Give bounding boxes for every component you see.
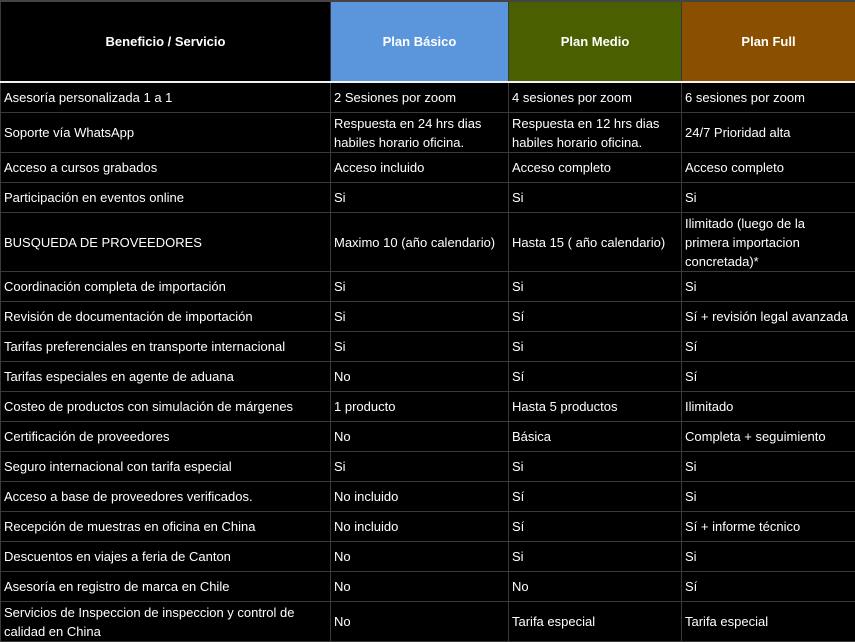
table-row bbox=[1, 482, 855, 512]
cell-full[interactable]: 24/7 Prioridad alta bbox=[682, 113, 855, 153]
cell-beneficio[interactable]: Acceso a base de proveedores verificados. bbox=[1, 482, 331, 512]
cell-full[interactable]: Si bbox=[682, 542, 855, 572]
table-row bbox=[1, 272, 855, 302]
cell-beneficio[interactable]: Tarifas especiales en agente de aduana bbox=[1, 362, 331, 392]
cell-full[interactable]: Tarifa especial bbox=[682, 602, 855, 642]
cell-full[interactable]: Si bbox=[682, 482, 855, 512]
cell-medio[interactable]: Si bbox=[509, 332, 682, 362]
cell-beneficio[interactable]: Revisión de documentación de importación bbox=[1, 302, 331, 332]
cell-beneficio[interactable]: Coordinación completa de importación bbox=[1, 272, 331, 302]
table-row bbox=[1, 542, 855, 572]
cell-beneficio[interactable]: Participación en eventos online bbox=[1, 183, 331, 213]
cell-basico[interactable]: Si bbox=[331, 272, 509, 302]
table-row bbox=[1, 572, 855, 602]
table-row bbox=[1, 332, 855, 362]
cell-medio[interactable]: Básica bbox=[509, 422, 682, 452]
cell-beneficio[interactable]: Recepción de muestras en oficina en China bbox=[1, 512, 331, 542]
table-row bbox=[1, 392, 855, 422]
cell-full[interactable]: Si bbox=[682, 183, 855, 213]
cell-basico[interactable]: No incluido bbox=[331, 512, 509, 542]
cell-full[interactable]: Sí + revisión legal avanzada bbox=[682, 302, 855, 332]
cell-basico[interactable]: No bbox=[331, 422, 509, 452]
cell-medio[interactable]: Si bbox=[509, 542, 682, 572]
cell-full[interactable]: 6 sesiones por zoom bbox=[682, 82, 855, 113]
cell-beneficio[interactable]: Asesoría en registro de marca en Chile bbox=[1, 572, 331, 602]
cell-medio[interactable]: Si bbox=[509, 183, 682, 213]
header-plan-medio[interactable]: Plan Medio bbox=[509, 1, 682, 82]
cell-beneficio[interactable]: Costeo de productos con simulación de márgenes bbox=[1, 392, 331, 422]
cell-beneficio[interactable]: Descuentos en viajes a feria de Canton bbox=[1, 542, 331, 572]
cell-basico[interactable]: Maximo 10 (año calendario) bbox=[331, 213, 509, 272]
table-row bbox=[1, 153, 855, 183]
table-row bbox=[1, 183, 855, 213]
table-row bbox=[1, 452, 855, 482]
cell-beneficio[interactable]: Servicios de Inspeccion de inspeccion y control de calidad en China bbox=[1, 602, 331, 642]
cell-full[interactable]: Ilimitado (luego de la primera importacion concretada)* bbox=[682, 213, 855, 272]
cell-medio[interactable]: Sí bbox=[509, 512, 682, 542]
header-plan-full[interactable]: Plan Full bbox=[682, 1, 855, 82]
cell-full[interactable]: Si bbox=[682, 272, 855, 302]
cell-beneficio[interactable]: Certificación de proveedores bbox=[1, 422, 331, 452]
table-row bbox=[1, 602, 855, 642]
cell-full[interactable]: Sí bbox=[682, 362, 855, 392]
cell-full[interactable]: Sí bbox=[682, 572, 855, 602]
cell-full[interactable]: Ilimitado bbox=[682, 392, 855, 422]
table-row bbox=[1, 213, 855, 272]
cell-medio[interactable]: Sí bbox=[509, 362, 682, 392]
cell-medio[interactable]: Si bbox=[509, 452, 682, 482]
table-row bbox=[1, 422, 855, 452]
cell-beneficio[interactable]: Seguro internacional con tarifa especial bbox=[1, 452, 331, 482]
cell-medio[interactable]: 4 sesiones por zoom bbox=[509, 82, 682, 113]
cell-full[interactable]: Acceso completo bbox=[682, 153, 855, 183]
table-row bbox=[1, 82, 855, 113]
cell-medio[interactable]: Respuesta en 12 hrs dias habiles horario oficina. bbox=[509, 113, 682, 153]
cell-full[interactable]: Si bbox=[682, 452, 855, 482]
cell-full[interactable]: Sí + informe técnico bbox=[682, 512, 855, 542]
cell-basico[interactable]: No incluido bbox=[331, 482, 509, 512]
cell-medio[interactable]: Acceso completo bbox=[509, 153, 682, 183]
cell-basico[interactable]: No bbox=[331, 362, 509, 392]
cell-beneficio[interactable]: Acceso a cursos grabados bbox=[1, 153, 331, 183]
cell-medio[interactable]: Hasta 15 ( año calendario) bbox=[509, 213, 682, 272]
table-row bbox=[1, 302, 855, 332]
cell-full[interactable]: Sí bbox=[682, 332, 855, 362]
header-row bbox=[1, 1, 855, 82]
cell-basico[interactable]: 1 producto bbox=[331, 392, 509, 422]
cell-basico[interactable]: No bbox=[331, 542, 509, 572]
cell-medio[interactable]: Tarifa especial bbox=[509, 602, 682, 642]
cell-beneficio[interactable]: Asesoría personalizada 1 a 1 bbox=[1, 82, 331, 113]
cell-beneficio[interactable]: BUSQUEDA DE PROVEEDORES bbox=[1, 213, 331, 272]
cell-basico[interactable]: Respuesta en 24 hrs dias habiles horario oficina. bbox=[331, 113, 509, 153]
cell-basico[interactable]: No bbox=[331, 602, 509, 642]
cell-medio[interactable]: Hasta 5 productos bbox=[509, 392, 682, 422]
cell-basico[interactable]: Si bbox=[331, 302, 509, 332]
cell-medio[interactable]: Sí bbox=[509, 482, 682, 512]
cell-medio[interactable]: Si bbox=[509, 272, 682, 302]
cell-basico[interactable]: 2 Sesiones por zoom bbox=[331, 82, 509, 113]
cell-basico[interactable]: Si bbox=[331, 183, 509, 213]
cell-basico[interactable]: Acceso incluido bbox=[331, 153, 509, 183]
header-beneficio[interactable]: Beneficio / Servicio bbox=[1, 1, 331, 82]
cell-medio[interactable]: Sí bbox=[509, 302, 682, 332]
table-row bbox=[1, 113, 855, 153]
cell-basico[interactable]: Si bbox=[331, 332, 509, 362]
table-body bbox=[1, 82, 855, 642]
cell-full[interactable]: Completa + seguimiento bbox=[682, 422, 855, 452]
table-row bbox=[1, 362, 855, 392]
table-row bbox=[1, 512, 855, 542]
cell-basico[interactable]: No bbox=[331, 572, 509, 602]
cell-beneficio[interactable]: Tarifas preferenciales en transporte internacional bbox=[1, 332, 331, 362]
header-plan-basico[interactable]: Plan Básico bbox=[331, 1, 509, 82]
cell-beneficio[interactable]: Soporte vía WhatsApp bbox=[1, 113, 331, 153]
cell-medio[interactable]: No bbox=[509, 572, 682, 602]
cell-basico[interactable]: Si bbox=[331, 452, 509, 482]
